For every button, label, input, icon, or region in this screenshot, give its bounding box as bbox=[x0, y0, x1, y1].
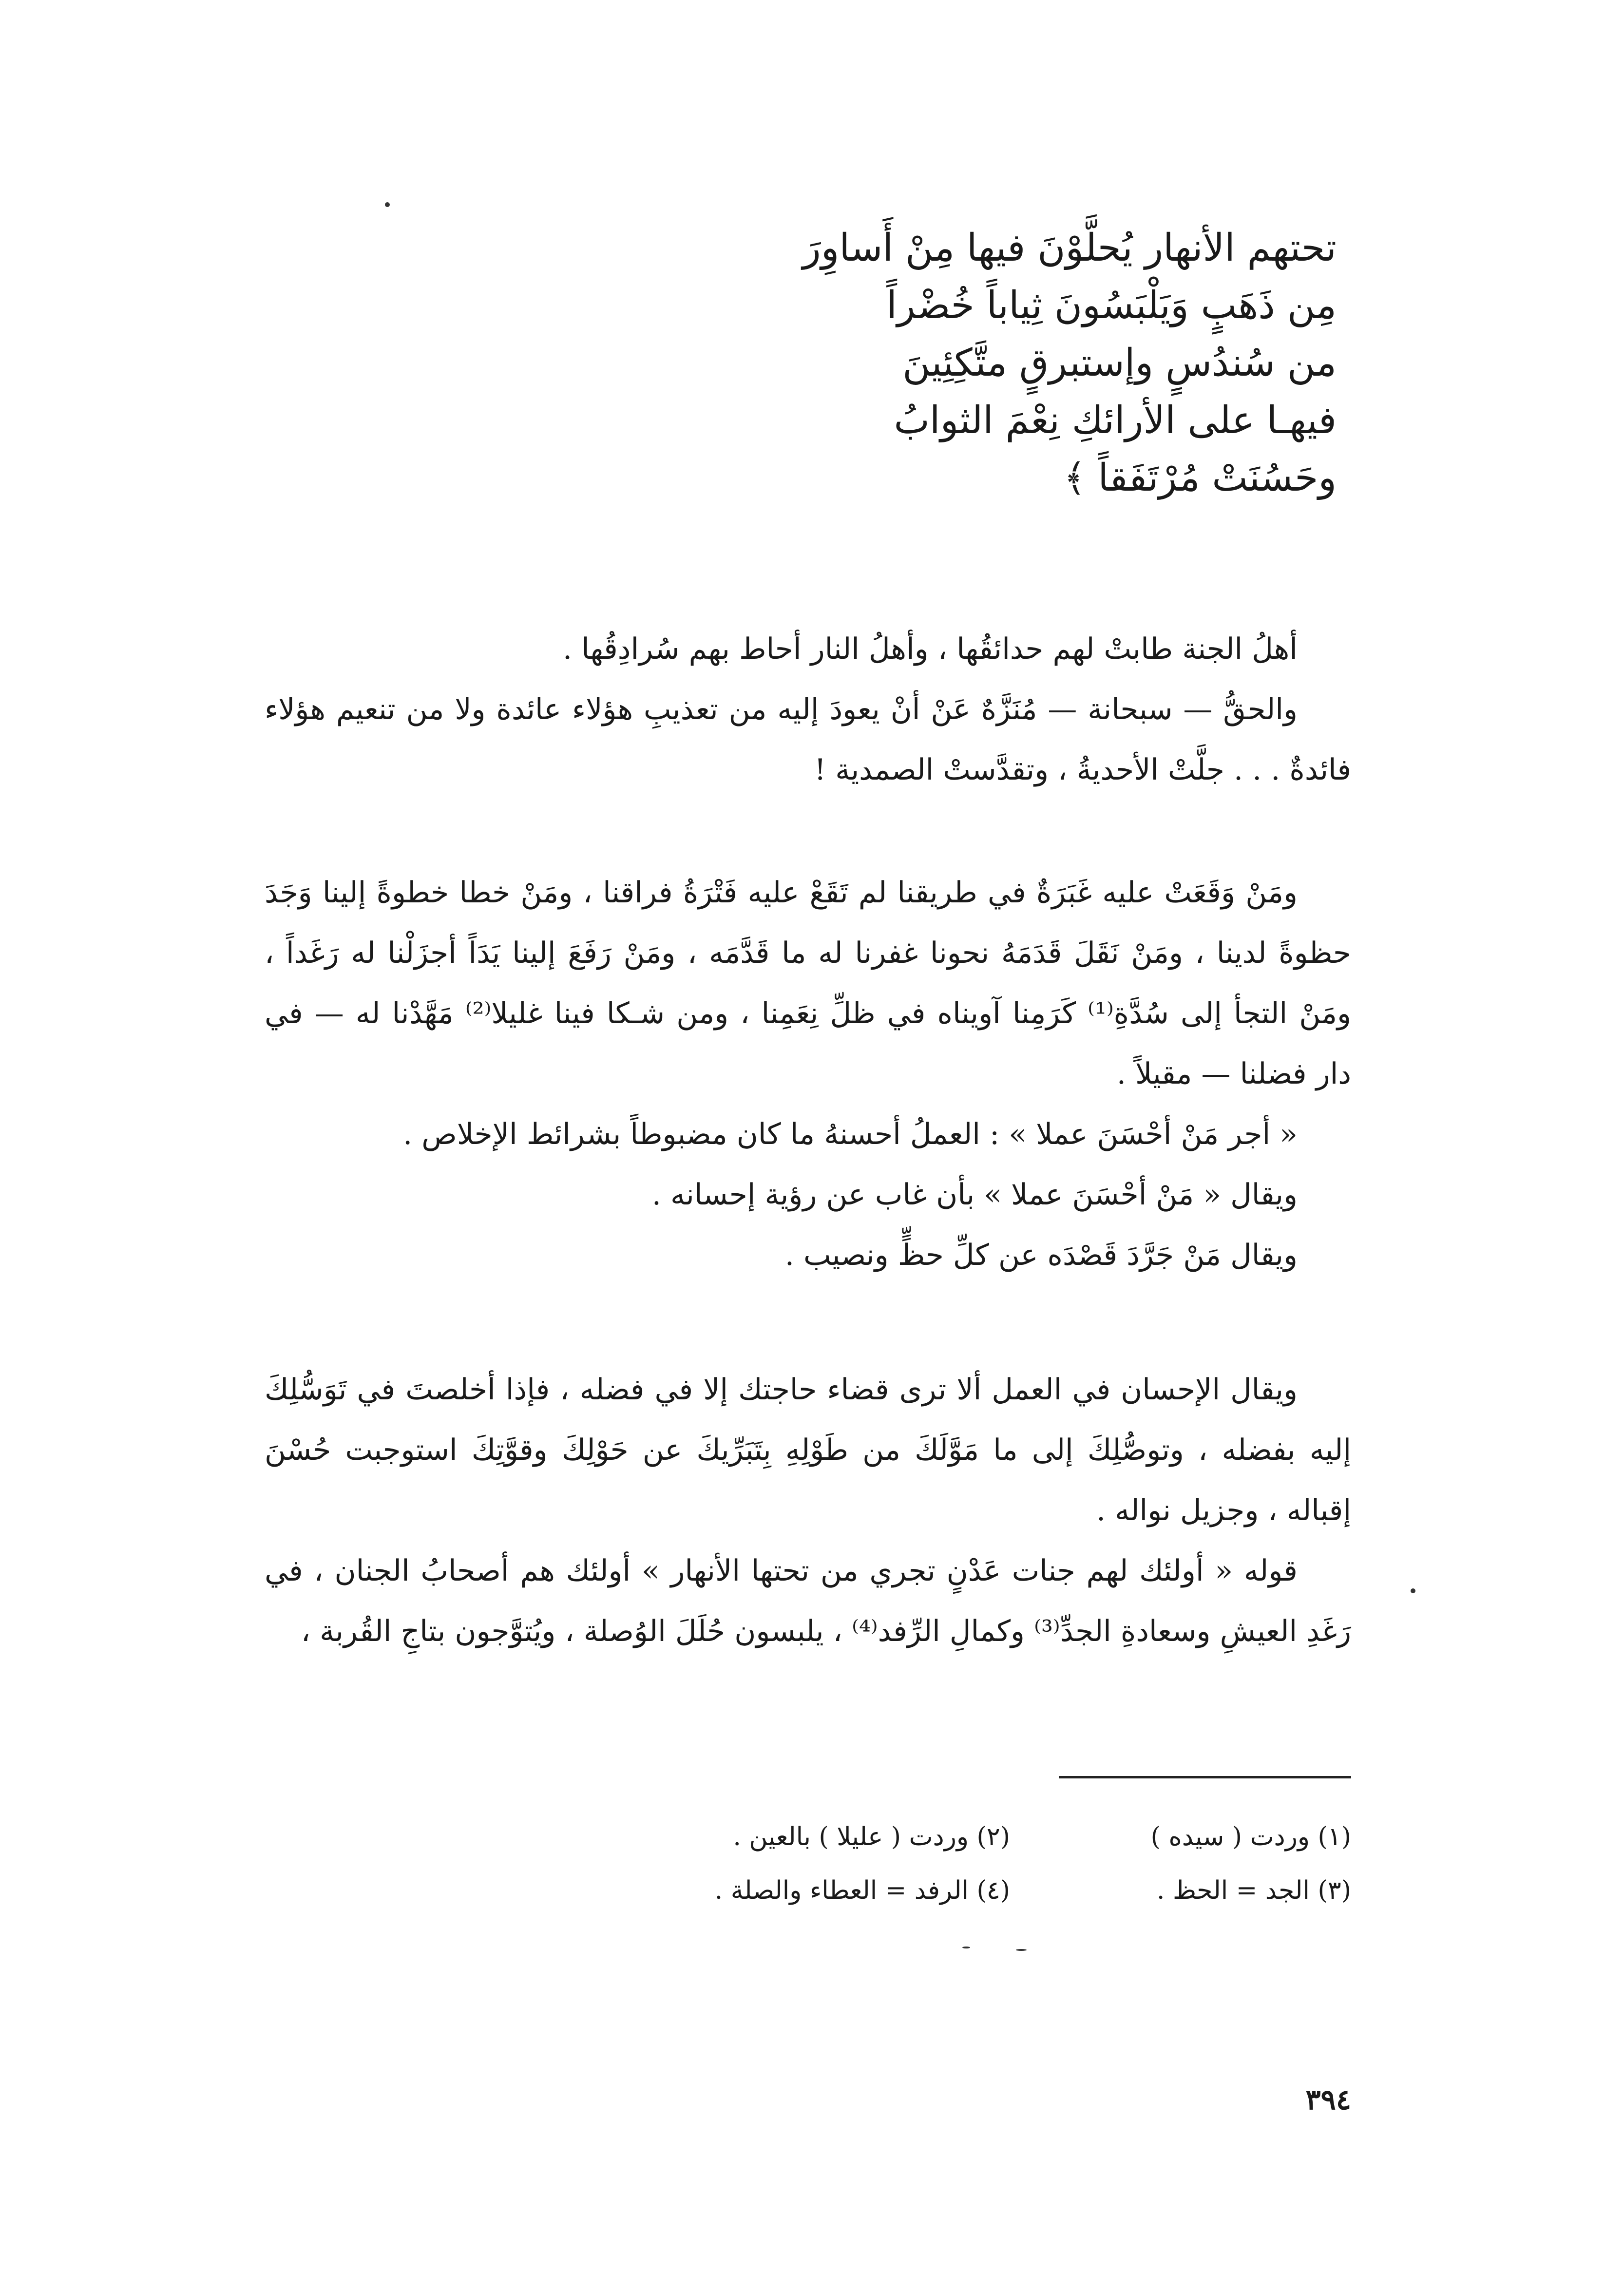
paragraph: ومَنْ وَقَعَتْ عليه غَبَرَةٌ في طريقنا لم تَقَعْ عليه فَتْرَةُ فراقنا ، ومَنْ خطا خطوةً إلينا وَجَدَ حظوةً لدينا ، ومَنْ نَقَلَ قَدَمَهُ نحونا غفرنا له ما قَدَّمَه ، ومَنْ رَفَعَ إلينا يَدَاً أجزَلْنا له رَغَداً ، ومَنْ التجأ إلى سُدَّةِ⁽¹⁾ كَرَمِنا آويناه في ظلِّ نِعَمِنا ، ومن شـكا فينا غليلا⁽²⁾ مَهَّدْنا له — في دار فضلنا — مقيلاً . bbox=[265, 876, 1352, 1091]
footnote: (٢) وردت ( عليلا ) بالعين . bbox=[733, 1822, 1010, 1852]
scan-speck bbox=[1411, 1588, 1415, 1593]
footnotes bbox=[265, 1810, 1351, 1917]
verse-line: مِن ذَهَبٍ وَيَلْبَسُونَ ثِياباً خُضْراً bbox=[886, 284, 1337, 327]
paragraph: قوله « أولئك لهم جنات عَدْنٍ تجري من تحتها الأنهار » أولئك هم أصحابُ الجنان ، في رَغَدِ العيشِ وسعادةِ الجدِّ⁽³⁾ وكمالِ الرِّفد⁽⁴⁾ ، يلبسون حُلَلَ الوُصلة ، ويُتوَّجون بتاجِ القُربة ، bbox=[265, 1554, 1351, 1648]
scan-speck bbox=[385, 202, 390, 207]
footnote-row bbox=[265, 1864, 1351, 1917]
verse-line: من سُندُسٍ وإستبرقٍ متَّكِئِينَ bbox=[902, 341, 1337, 385]
paragraph: « أجر مَنْ أحْسَنَ عملا » : العملُ أحسنهُ ما كان مضبوطاً بشرائط الإخلاص . bbox=[403, 1117, 1298, 1151]
verse-line: فيهـا على الأرائكِ نِعْمَ الثوابُ bbox=[894, 399, 1337, 442]
scan-speck bbox=[962, 1947, 970, 1948]
paragraph: أهلُ الجنة طابتْ لهم حدائقُها ، وأهلُ النار أحاط بهم سُرادِقُها . bbox=[563, 632, 1298, 666]
commentary-block-3 bbox=[265, 1359, 1351, 1661]
scan-speck bbox=[1016, 1949, 1027, 1951]
paragraph: ويقال الإحسان في العمل ألا ترى قضاء حاجتك إلا في فضله ، فإذا أخلصتَ في تَوَسُّلِكَ إليه بفضله ، وتوصُّلِكَ إلى ما مَوَّلَكَ من طَوْلِهِ بِتَبَرِّيكَ عن حَوْلِكَ وقوَّتِكَ استوجبت حُسْنَ إقباله ، وجزيل نواله . bbox=[265, 1373, 1351, 1527]
footnote: (٣) الجد = الحظ . bbox=[1156, 1876, 1351, 1905]
paragraph: ويقال « مَنْ أحْسَنَ عملا » بأن غاب عن رؤية إحسانه . bbox=[651, 1178, 1298, 1212]
footnote-row bbox=[265, 1810, 1351, 1864]
verse-line: تحتهم الأنهار يُحلَّوْنَ فيها مِنْ أَساوِرَ bbox=[802, 226, 1337, 270]
page-number: ٣٩٤ bbox=[1305, 2083, 1351, 2116]
paragraph: ويقال مَنْ جَرَّدَ قَصْدَه عن كلِّ حظٍّ ونصيب . bbox=[784, 1238, 1298, 1272]
verse-line: وحَسُنَتْ مُرْتَفَقاً ﴾ bbox=[1063, 456, 1337, 500]
footnote: (٤) الرفد = العطاء والصلة . bbox=[714, 1876, 1010, 1905]
quranic-verse-block bbox=[802, 219, 1337, 507]
commentary-block-1 bbox=[265, 619, 1351, 800]
footnote: (١) وردت ( سيده ) bbox=[1150, 1822, 1351, 1852]
footnote-separator bbox=[1059, 1776, 1351, 1778]
paragraph: والحقُّ — سبحانة — مُنَزَّهٌ عَنْ أنْ يعودَ إليه من تعذيبِ هؤلاء عائدة ولا من تنعيم هؤلاء فائدةٌ . . . جلَّتْ الأحديةُ ، وتقدَّستْ الصمدية ! bbox=[265, 692, 1351, 787]
commentary-block-2 bbox=[265, 862, 1351, 1285]
